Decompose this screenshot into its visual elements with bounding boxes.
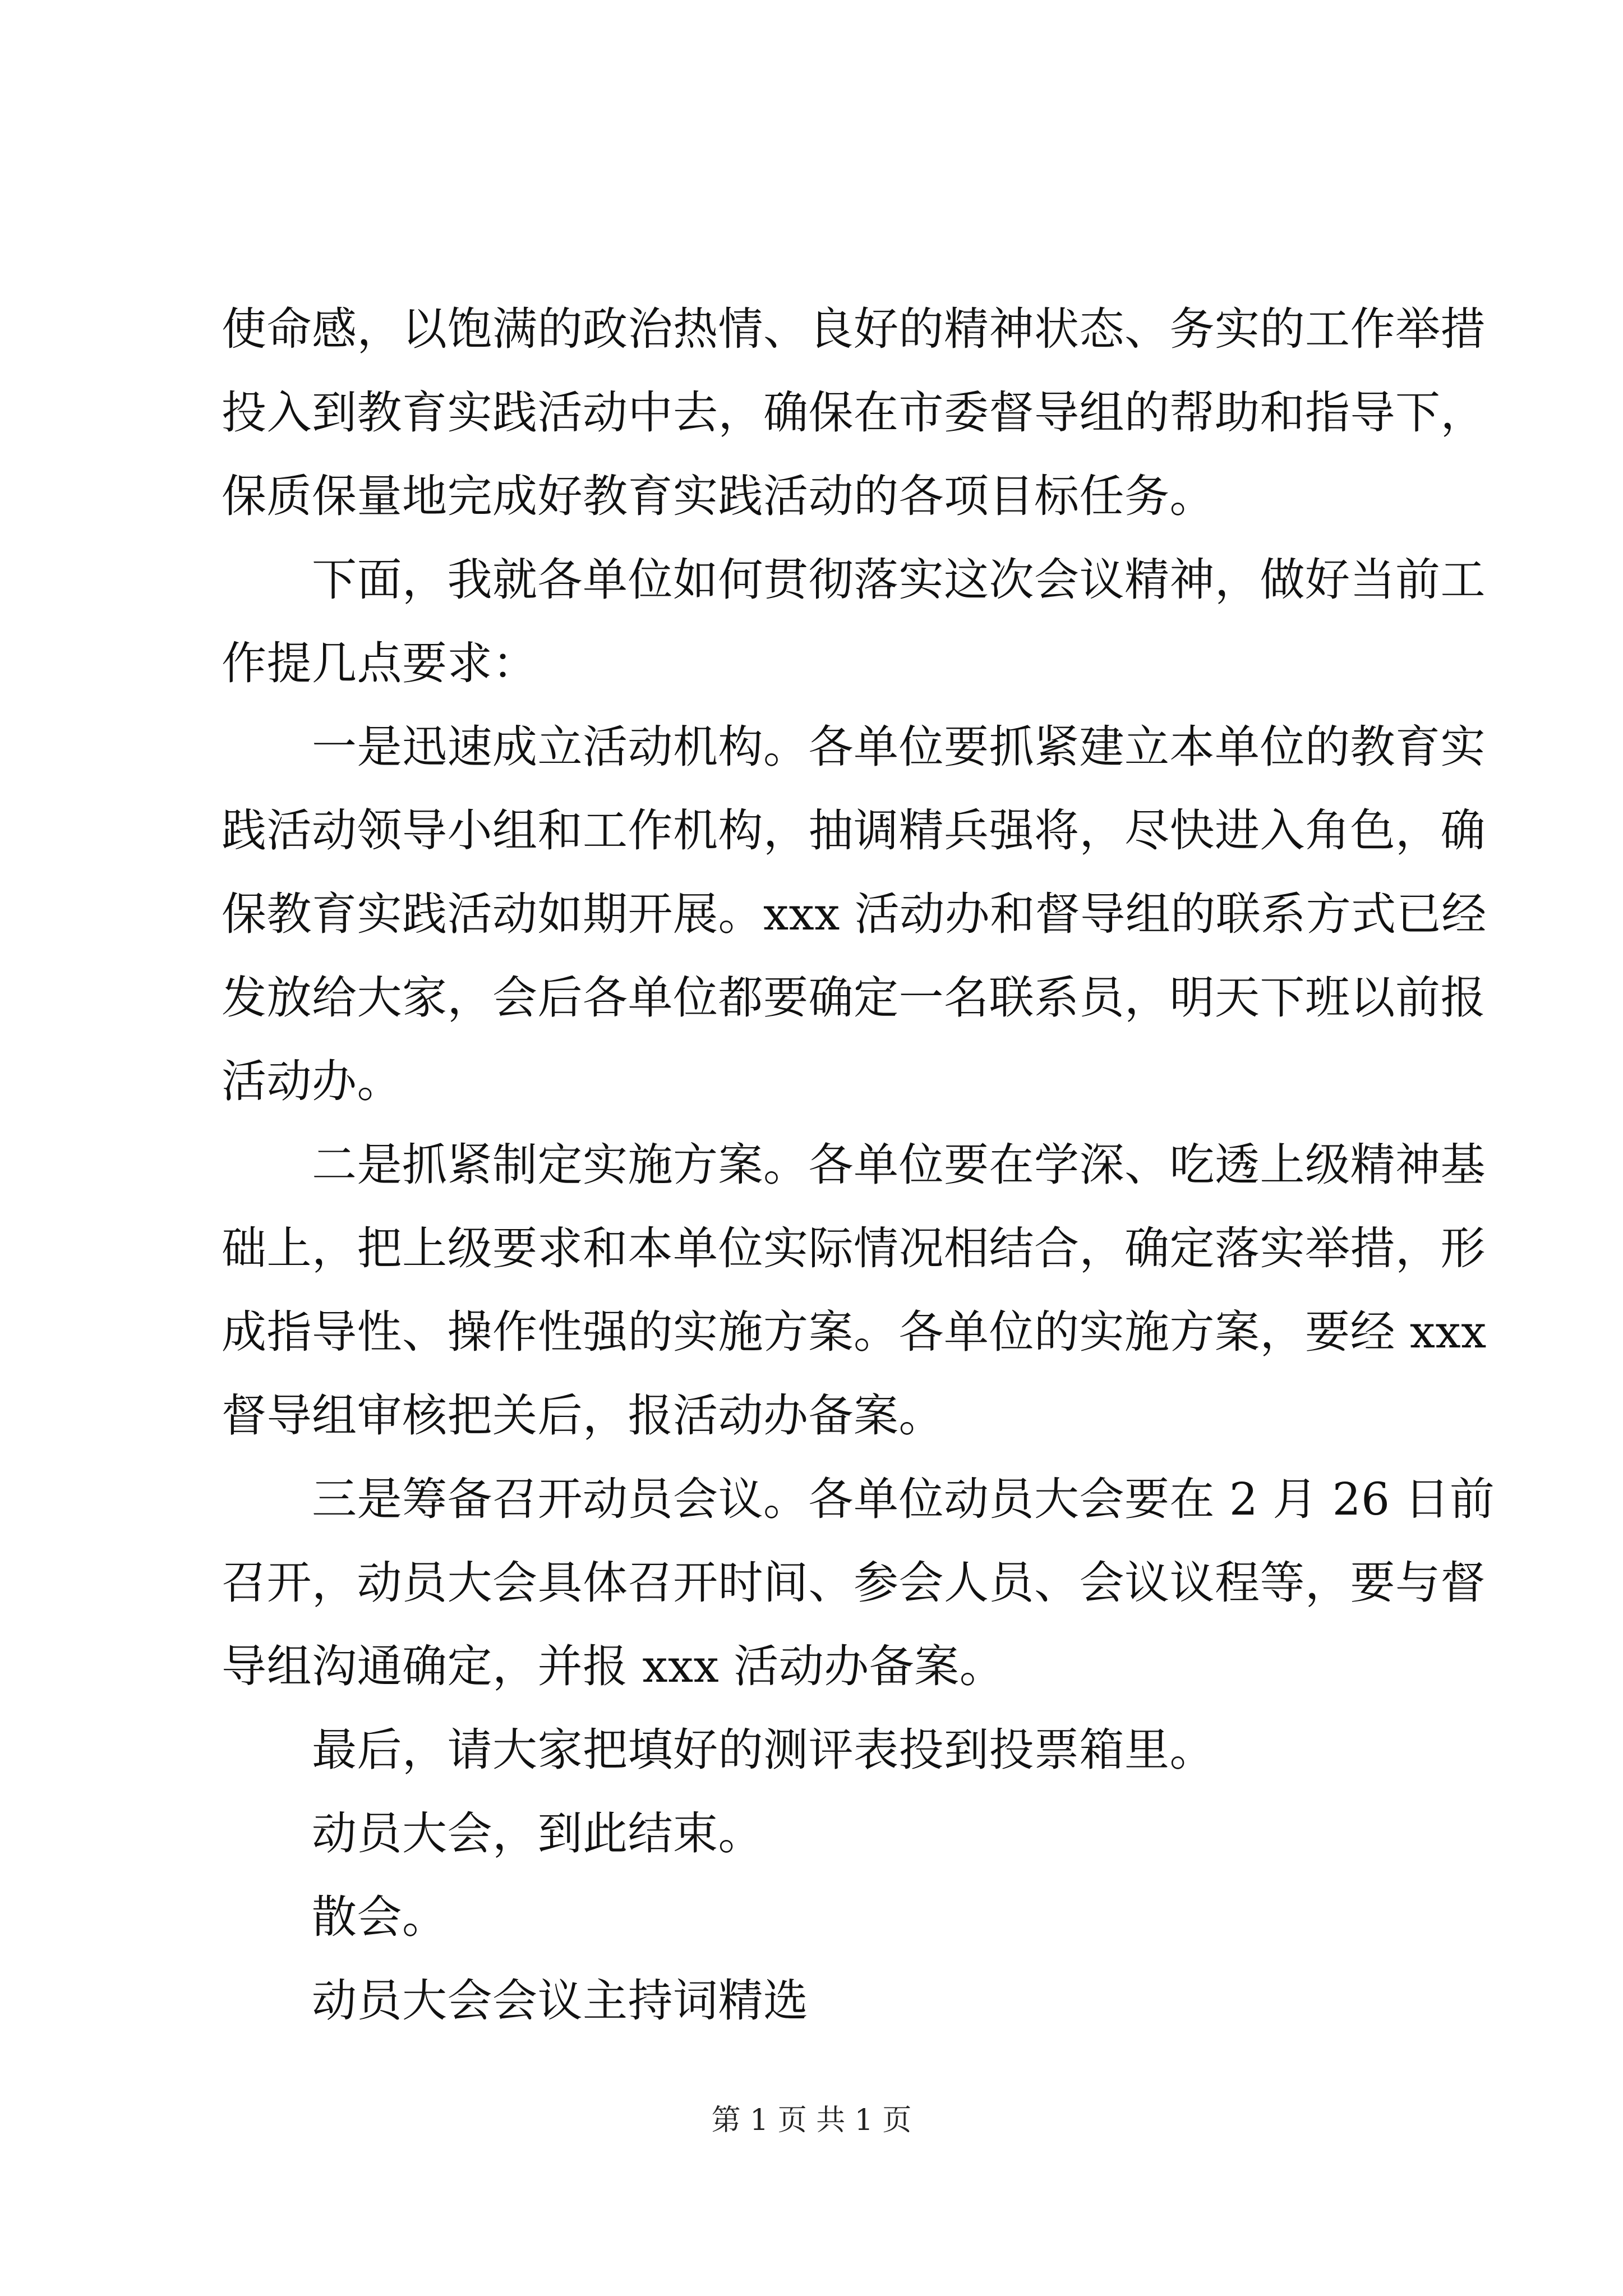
text-line: 践活动领导小组和工作机构，抽调精兵强将，尽快进入角色，确 [222,804,1486,857]
document-body [222,287,1495,2042]
text-line: 活动办。 [222,1055,402,1107]
text-line: 保教育实践活动如期开展。xxx 活动办和督导组的联系方式已经 [222,888,1487,940]
text-line: 投入到教育实践活动中去，确保在市委督导组的帮助和指导下， [222,386,1486,439]
page-footer [0,2098,1623,2143]
text-line: 保质保量地完成好教育实践活动的各项目标任务。 [222,470,1215,522]
text-line: 动员大会会议主持词精选 [222,1975,809,2027]
text-line: 成指导性、操作性强的实施方案。各单位的实施方案，要经 xxx [222,1306,1487,1358]
text-line: 召开，动员大会具体召开时间、参会人员、会议议程等，要与督 [222,1557,1486,1609]
text-line: 散会。 [222,1891,448,1943]
text-line: 二是抓紧制定实施方案。各单位要在学深、吃透上级精神基 [222,1139,1486,1191]
page-number: 第 1 页 共 1 页 [711,2104,912,2137]
text-line: 一是迅速成立活动机构。各单位要抓紧建立本单位的教育实 [222,721,1486,773]
text-line: 督导组审核把关后，报活动办备案。 [222,1389,944,1442]
text-line: 导组沟通确定，并报 xxx 活动办备案。 [222,1640,1005,1692]
text-line: 动员大会，到此结束。 [222,1807,763,1860]
text-line: 三是筹备召开动员会议。各单位动员大会要在 2 月 26 日前 [222,1473,1495,1525]
text-line: 使命感，以饱满的政治热情、良好的精神状态、务实的工作举措 [222,303,1486,355]
text-line: 下面，我就各单位如何贯彻落实这次会议精神，做好当前工 [222,554,1486,606]
text-line: 础上，把上级要求和本单位实际情况相结合，确定落实举措，形 [222,1222,1486,1274]
text-line: 作提几点要求： [222,637,538,689]
text-line: 发放给大家，会后各单位都要确定一名联系员，明天下班以前报 [222,972,1486,1024]
text-line: 最后，请大家把填好的测评表投到投票箱里。 [222,1724,1215,1776]
